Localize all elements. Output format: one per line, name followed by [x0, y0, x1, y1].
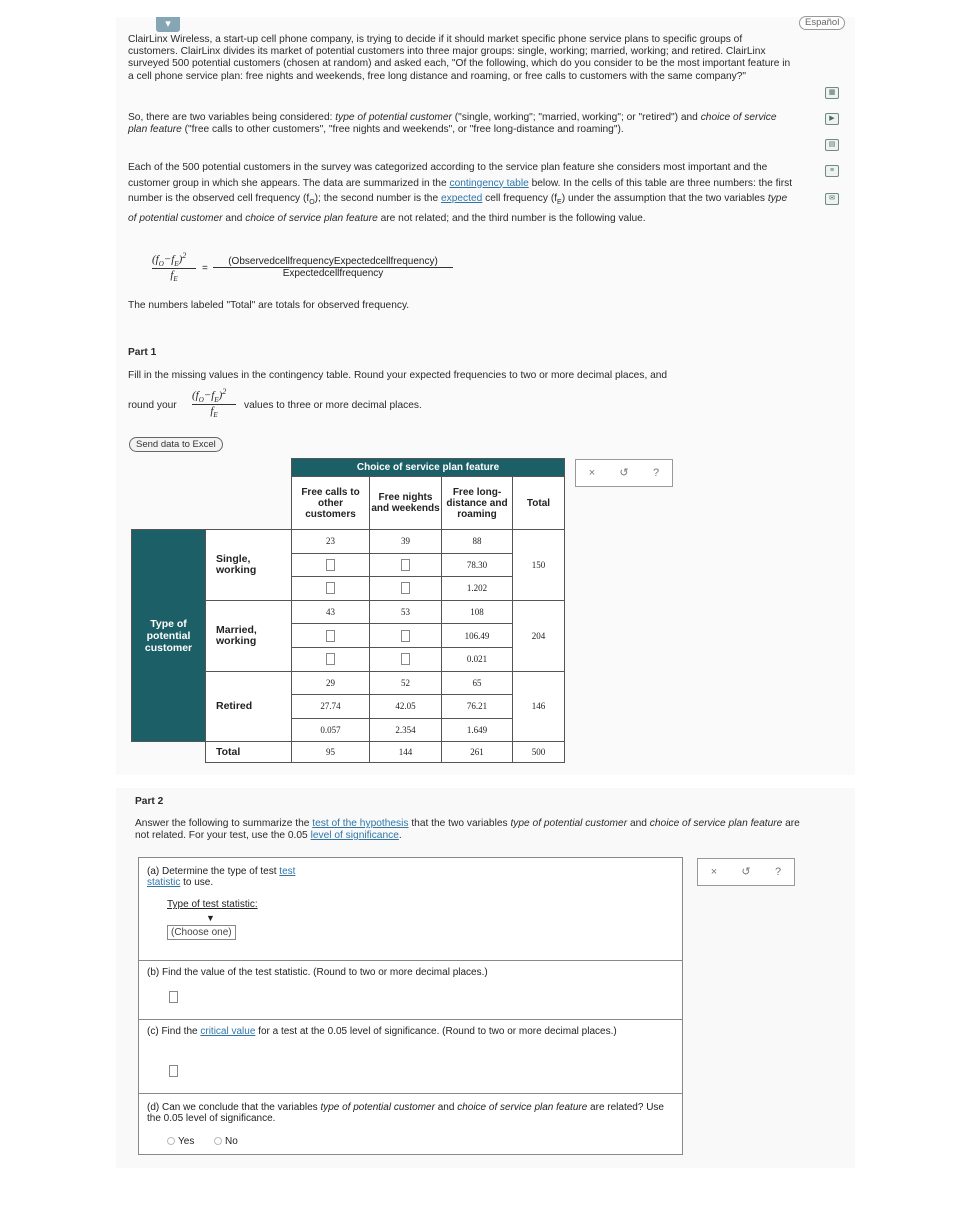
row-label-married: Married, working [206, 600, 292, 671]
level-of-significance-link[interactable]: level of significance [310, 830, 399, 842]
help-icon[interactable]: ? [774, 866, 782, 878]
part2-title: Part 2 [135, 796, 164, 807]
column-total: 95 [292, 742, 370, 763]
cell-chi-component: 2.354 [370, 718, 442, 742]
row-label-retired: Retired [206, 671, 292, 742]
expected-input[interactable] [326, 559, 335, 571]
email-icon[interactable]: ✉ [825, 193, 839, 205]
formula-words: (ObservedcellfrequencyExpectedcellfrequency) Expectedcellfrequency [213, 256, 453, 279]
radio-icon[interactable] [214, 1137, 222, 1145]
radio-icon[interactable] [167, 1137, 175, 1145]
grand-total: 500 [513, 742, 565, 763]
chevron-down-icon[interactable]: ▾ [156, 17, 180, 32]
clear-icon[interactable]: × [588, 467, 596, 479]
ebook-icon[interactable]: ▤ [825, 139, 839, 151]
chi-component-input[interactable] [401, 582, 410, 594]
row-label-single: Single, working [206, 530, 292, 601]
send-to-excel-button[interactable]: Send data to Excel [129, 437, 223, 452]
notes-icon[interactable]: ≡ [825, 165, 839, 177]
undo-icon[interactable]: ↺ [619, 467, 629, 479]
cell-observed: 23 [292, 530, 370, 554]
part2-answer-box [138, 857, 683, 1155]
cell-observed: 53 [370, 600, 442, 624]
critical-value-link[interactable]: critical value [200, 1026, 256, 1037]
column-total: 261 [442, 742, 513, 763]
language-button[interactable]: Español [799, 16, 845, 30]
cell-observed: 108 [442, 600, 513, 624]
chi-component-formula: $(f_O-f_E)^2$ $f_E$ [152, 251, 196, 283]
cell-observed: 65 [442, 671, 513, 695]
question-b-label: (b) Find the value of the test statistic. (Round to two or more decimal places.) [147, 967, 488, 978]
chi-component-formula-small: $(f_O-f_E)^2$ $f_E$ [192, 387, 236, 419]
expected-input[interactable] [326, 630, 335, 642]
totals-note: The numbers labeled "Total" are totals for observed frequency. [128, 300, 410, 311]
contingency-table [131, 458, 565, 763]
help-icon[interactable]: ? [652, 467, 660, 479]
test-link[interactable]: test [279, 866, 296, 877]
question-a: (a) Determine the type of test test statistic to use. Type of test statistic: ▼ (Choose one) [139, 858, 682, 960]
cell-expected: 78.30 [442, 553, 513, 577]
cell-expected: 106.49 [442, 624, 513, 648]
answer-tools-part1 [575, 459, 673, 487]
question-b [139, 960, 682, 1019]
row-total: 150 [513, 530, 565, 601]
chi-component-input[interactable] [401, 653, 410, 665]
type-of-statistic-label: Type of test statistic: [167, 899, 258, 910]
col-header-free-nights: Free nights and weekends [370, 477, 442, 530]
test-statistic-input[interactable] [169, 991, 178, 1003]
row-label-total: Total [206, 742, 292, 763]
no-option[interactable]: No [214, 1136, 238, 1147]
equals-sign: = [202, 263, 208, 274]
row-total: 146 [513, 671, 565, 742]
calculator-icon[interactable]: ▦ [825, 87, 839, 99]
part2-instructions: Answer the following to summarize the test of the hypothesis that the two variables type of potential customer and choice of service plan feature are not related. For your test, use the 0.05 level of significance. [135, 818, 800, 842]
table-description-paragraph: Each of the 500 potential customers in the survey was categorized according to the service plan feature she considers most important and the customer group in which she appears. The data are summarized in the contingency table below. In the cells of this table are three numbers: the first number is the observed cell frequency $(f_O)$; the second number is the expected cell frequency $(f_E)$ under the assumption that the two variables type of potential customer and choice of service plan feature are not related; and the third number is the following value. [128, 162, 793, 224]
cell-expected: 76.21 [442, 695, 513, 719]
intro-paragraph: ClairLinx Wireless, a start-up cell phone company, is trying to decide if it should market specific phone service plans to specific groups of customers. ClairLinx divides its market of potential customers into three major groups: single, working; married, working; and retired. ClairLinx surveyed 500 potential customers (chosen at random) and asked each, "Of the following, which do you consider to be the most important feature in a cell phone service plan: free nights and weekends, free long distance and roaming, or free calls to customers with the same company?" [128, 34, 791, 82]
cell-observed: 52 [370, 671, 442, 695]
test-of-hypothesis-link[interactable]: test of the hypothesis [312, 818, 409, 829]
cell-observed: 29 [292, 671, 370, 695]
contingency-table-link[interactable]: contingency table [449, 177, 529, 189]
round-your-text: round your [128, 400, 177, 411]
expected-input[interactable] [401, 559, 410, 571]
chi-component-input[interactable] [326, 653, 335, 665]
row-variable-header: Type of potential customer [132, 530, 206, 742]
column-total: 144 [370, 742, 442, 763]
yes-option[interactable]: Yes [167, 1136, 194, 1147]
critical-value-input[interactable] [169, 1065, 178, 1077]
col-header-free-long-distance: Free long-distance and roaming [442, 477, 513, 530]
expected-input[interactable] [401, 630, 410, 642]
statistic-link[interactable]: statistic [147, 877, 181, 888]
col-header-total: Total [513, 477, 565, 530]
cell-chi-component: 0.057 [292, 718, 370, 742]
cell-expected: 42.05 [370, 695, 442, 719]
round-values-text: values to three or more decimal places. [244, 400, 422, 411]
clear-icon[interactable]: × [710, 866, 718, 878]
cell-chi-component: 1.649 [442, 718, 513, 742]
cell-observed: 43 [292, 600, 370, 624]
cell-chi-component: 0.021 [442, 647, 513, 671]
part1-title: Part 1 [128, 347, 157, 358]
dropdown-arrow-icon: ▼ [206, 913, 215, 923]
cell-chi-component: 1.202 [442, 577, 513, 601]
expected-link[interactable]: expected [440, 193, 483, 204]
question-d: (d) Can we conclude that the variables type of potential customer and choice of service plan feature are related? Use the 0.05 level of significance. Yes No [139, 1093, 682, 1154]
question-c: (c) Find the critical value for a test at the 0.05 level of significance. (Round to two or more decimal places.) [139, 1019, 682, 1093]
column-variable-header: Choice of service plan feature [292, 459, 565, 477]
video-icon[interactable]: ▶ [825, 113, 839, 125]
undo-icon[interactable]: ↺ [741, 866, 751, 878]
variables-paragraph: So, there are two variables being considered: type of potential customer ("single, working"; "married, working"; or "retired") and choice of service plan feature ("free calls to other customers", "free nights and weekends", or "free long-distance and roaming"). [128, 112, 777, 136]
row-total: 204 [513, 600, 565, 671]
answer-tools-part2 [697, 858, 795, 886]
chi-component-input[interactable] [326, 582, 335, 594]
test-statistic-select[interactable]: (Choose one) [167, 925, 236, 940]
cell-observed: 88 [442, 530, 513, 554]
cell-expected: 27.74 [292, 695, 370, 719]
cell-observed: 39 [370, 530, 442, 554]
part1-instructions: Fill in the missing values in the contingency table. Round your expected frequencies to two or more decimal places, and [128, 370, 668, 381]
col-header-free-calls: Free calls to other customers [292, 477, 370, 530]
